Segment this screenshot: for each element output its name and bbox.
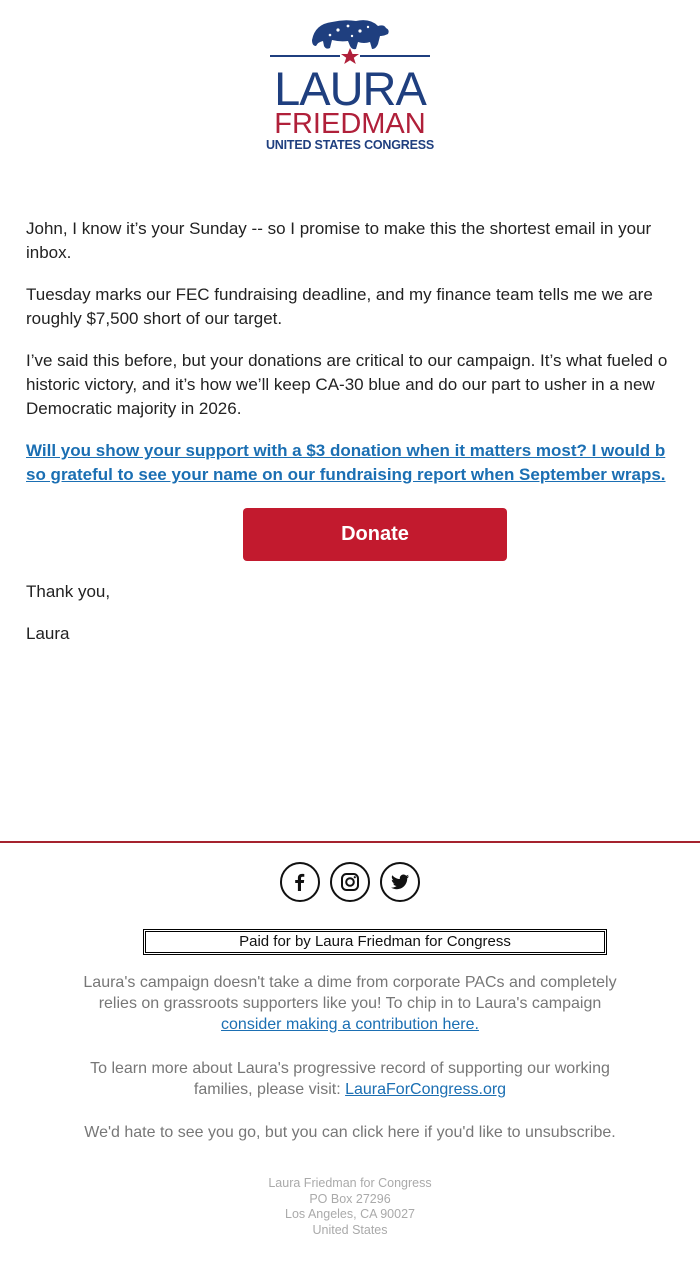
facebook-link[interactable]	[280, 862, 320, 902]
signoff-thanks: Thank you,	[26, 582, 111, 601]
donation-ask-line[interactable]: Will you show your support with a $3 donation when it matters most? I would b	[26, 441, 666, 460]
campaign-logo	[0, 16, 700, 156]
logo-first-name: LAURA	[274, 62, 426, 115]
logo-tagline: UNITED STATES CONGRESS	[265, 138, 435, 152]
address-line: PO Box 27296	[309, 1191, 391, 1206]
email-paragraph: Tuesday marks our FEC fundraising deadline, and my finance team tells me we are roughly $7,500 short of our target.	[26, 285, 653, 328]
instagram-link[interactable]	[330, 862, 370, 902]
twitter-icon	[390, 872, 410, 892]
signoff-name: Laura	[26, 624, 70, 643]
email-paragraph: I’ve said this before, but your donations are critical to our campaign. It’s what fueled o historic victory, and it’s how we’ll keep CA-30 blue and do our part to usher in a new Democratic majority in 2026.	[26, 351, 668, 418]
paid-for-disclaimer	[143, 929, 607, 955]
footer-learn-text: To learn more about Laura's progressive record of supporting our working families, please visit: LauraForCongress.org	[90, 1060, 610, 1098]
unsubscribe-text[interactable]: We'd hate to see you go, but you can click here if you'd like to unsubscribe.	[84, 1124, 616, 1141]
email-paragraph: John, I know it’s your Sunday -- so I promise to make this the shortest email in your inbox.	[26, 219, 652, 262]
footer-divider	[0, 841, 700, 843]
footer-pacs-text: Laura's campaign doesn't take a dime from corporate PACs and completely relies on grassroots supporters like you! To chip in to Laura's campaign consider making a contribution here.	[83, 974, 617, 1033]
email-body	[26, 217, 700, 505]
mailing-address	[0, 1176, 700, 1239]
donation-ask-link[interactable]	[26, 439, 700, 487]
instagram-icon	[340, 872, 360, 892]
donate-button-wrap	[243, 508, 507, 561]
facebook-icon	[290, 872, 310, 892]
address-line: Laura Friedman for Congress	[268, 1176, 432, 1190]
logo-last-name: FRIEDMAN	[274, 108, 426, 140]
bear-icon	[260, 16, 440, 66]
address-line: Los Angeles, CA 90027	[285, 1207, 415, 1222]
address-line: United States	[312, 1223, 388, 1238]
paid-for-text: Paid for by Laura Friedman for Congress	[145, 931, 605, 953]
contribution-link[interactable]: consider making a contribution here.	[221, 1016, 479, 1033]
twitter-link[interactable]	[380, 862, 420, 902]
social-links	[0, 862, 700, 902]
donate-button[interactable]: Donate	[243, 508, 507, 561]
website-link[interactable]: LauraForCongress.org	[345, 1081, 507, 1098]
signoff	[26, 580, 110, 664]
donation-ask-line[interactable]: so grateful to see your name on our fundraising report when September wraps.	[26, 465, 666, 484]
